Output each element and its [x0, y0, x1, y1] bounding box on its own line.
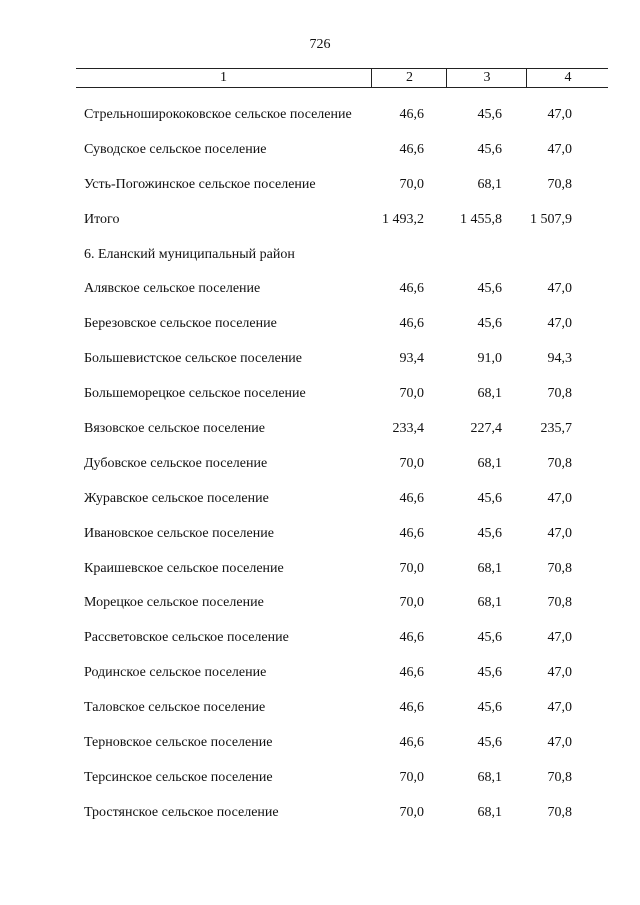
- value-col-4: 70,8: [547, 595, 572, 611]
- value-col-4: 47,0: [547, 525, 572, 541]
- settlement-name: Алявское сельское поселение: [84, 281, 261, 297]
- settlement-name: Родинское сельское поселение: [84, 665, 267, 681]
- value-col-4: 94,3: [547, 351, 572, 367]
- value-col-2: 46,6: [399, 700, 424, 716]
- value-col-2: 70,0: [399, 455, 424, 471]
- settlement-name: Березовское сельское поселение: [84, 316, 277, 332]
- value-col-4: 70,8: [547, 386, 572, 402]
- section-heading-row: [0, 238, 640, 273]
- settlement-name: Большеморецкое сельское поселение: [84, 386, 306, 402]
- value-col-4: 70,8: [547, 455, 572, 471]
- table-row: [0, 586, 640, 621]
- table-body: [0, 98, 640, 831]
- value-col-4: 235,7: [540, 421, 572, 437]
- header-col-3: 3: [446, 69, 527, 87]
- table-row: [0, 761, 640, 796]
- settlement-name: Вязовское сельское поселение: [84, 421, 265, 437]
- total-row: [0, 203, 640, 238]
- table-row: [0, 98, 640, 133]
- value-col-3: 45,6: [477, 281, 502, 297]
- settlement-name: Краишевское сельское поселение: [84, 560, 284, 576]
- table-row: [0, 133, 640, 168]
- table-row: [0, 621, 640, 656]
- table-row: [0, 482, 640, 517]
- value-col-2: 70,0: [399, 176, 424, 192]
- value-col-3: 45,6: [477, 316, 502, 332]
- value-col-3: 68,1: [477, 769, 502, 785]
- district-heading: 6. Еланский муниципальный район: [84, 246, 295, 262]
- value-col-3: 68,1: [477, 804, 502, 820]
- value-col-4: 47,0: [547, 700, 572, 716]
- table-row: [0, 377, 640, 412]
- value-col-2: 46,6: [399, 141, 424, 157]
- value-col-4: 47,0: [547, 316, 572, 332]
- value-col-4: 47,0: [547, 630, 572, 646]
- table-row: [0, 726, 640, 761]
- value-col-2: 70,0: [399, 769, 424, 785]
- value-col-2: 46,6: [399, 107, 424, 122]
- total-label: Итого: [84, 211, 120, 227]
- table-row: [0, 412, 640, 447]
- table-row: [0, 796, 640, 831]
- value-col-2: 70,0: [399, 595, 424, 611]
- settlement-name: Терсинское сельское поселение: [84, 769, 273, 785]
- value-col-3: 45,6: [477, 665, 502, 681]
- settlement-name: Большевистское сельское поселение: [84, 351, 303, 367]
- value-col-3: 45,6: [477, 107, 502, 122]
- table-header: [76, 68, 608, 88]
- value-col-2: 46,6: [399, 735, 424, 751]
- value-col-3: 68,1: [477, 560, 502, 576]
- value-col-2: 46,6: [399, 525, 424, 541]
- value-col-3: 45,6: [477, 490, 502, 506]
- value-col-2: 46,6: [399, 630, 424, 646]
- value-col-3: 68,1: [477, 386, 502, 402]
- value-col-3: 68,1: [477, 176, 502, 192]
- page-number: 726: [309, 37, 331, 52]
- settlement-name: Журавское сельское поселение: [84, 490, 269, 506]
- settlement-name: Суводское сельское поселение: [84, 141, 267, 157]
- value-col-2: 46,6: [399, 281, 424, 297]
- value-col-3: 68,1: [477, 595, 502, 611]
- value-col-3: 45,6: [477, 700, 502, 716]
- value-col-2: 70,0: [399, 804, 424, 820]
- table-row: [0, 168, 640, 203]
- value-col-4: 70,8: [547, 804, 572, 820]
- table-row: [0, 447, 640, 482]
- table-row: [0, 691, 640, 726]
- settlement-name: Усть-Погожинское сельское поселение: [84, 176, 316, 192]
- header-col-2: 2: [371, 69, 447, 87]
- settlement-name: Рассветовское сельское поселение: [84, 630, 289, 646]
- settlement-name: Стрельноширококовское сельское поселение: [84, 107, 352, 122]
- value-col-4: 47,0: [547, 107, 572, 122]
- value-col-2: 70,0: [399, 560, 424, 576]
- settlement-name: Таловское сельское поселение: [84, 700, 266, 716]
- settlement-name: Тростянское сельское поселение: [84, 804, 279, 820]
- total-col-3: 1 455,8: [460, 211, 502, 227]
- value-col-2: 46,6: [399, 316, 424, 332]
- value-col-2: 46,6: [399, 490, 424, 506]
- value-col-3: 45,6: [477, 141, 502, 157]
- header-col-4: 4: [526, 69, 609, 87]
- settlement-name: Терновское сельское поселение: [84, 735, 273, 751]
- value-col-3: 91,0: [477, 351, 502, 367]
- value-col-2: 70,0: [399, 386, 424, 402]
- value-col-4: 47,0: [547, 665, 572, 681]
- settlement-name: Ивановское сельское поселение: [84, 525, 274, 541]
- value-col-4: 47,0: [547, 490, 572, 506]
- value-col-3: 45,6: [477, 630, 502, 646]
- value-col-3: 68,1: [477, 455, 502, 471]
- value-col-2: 46,6: [399, 665, 424, 681]
- total-col-2: 1 493,2: [382, 211, 424, 227]
- value-col-4: 70,8: [547, 769, 572, 785]
- value-col-3: 45,6: [477, 735, 502, 751]
- table-row: [0, 272, 640, 307]
- table-row: [0, 307, 640, 342]
- settlement-name: Дубовское сельское поселение: [84, 455, 268, 471]
- value-col-2: 233,4: [392, 421, 424, 437]
- settlement-name: Морецкое сельское поселение: [84, 595, 264, 611]
- value-col-4: 47,0: [547, 735, 572, 751]
- value-col-4: 70,8: [547, 176, 572, 192]
- value-col-2: 93,4: [399, 351, 424, 367]
- value-col-4: 47,0: [547, 141, 572, 157]
- header-col-1: 1: [220, 70, 227, 85]
- value-col-4: 47,0: [547, 281, 572, 297]
- value-col-3: 227,4: [470, 421, 502, 437]
- value-col-4: 70,8: [547, 560, 572, 576]
- table-row: [0, 656, 640, 691]
- total-col-4: 1 507,9: [530, 211, 572, 227]
- table-row: [0, 552, 640, 587]
- value-col-3: 45,6: [477, 525, 502, 541]
- table-row: [0, 517, 640, 552]
- table-row: [0, 342, 640, 377]
